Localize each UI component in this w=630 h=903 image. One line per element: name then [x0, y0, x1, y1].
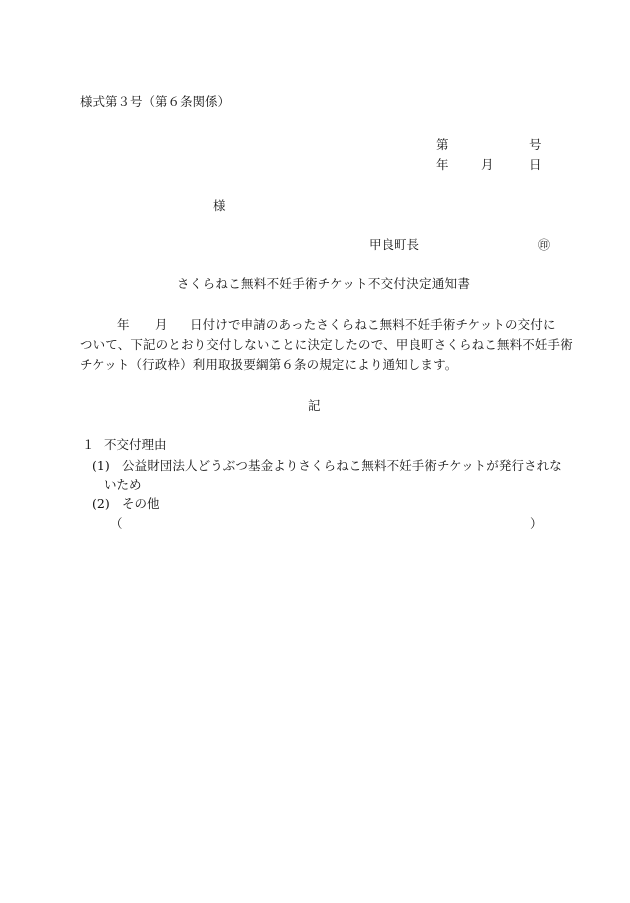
subitem-1-number: (1): [92, 458, 110, 473]
addressee-honorific: 様: [213, 198, 226, 213]
document-title: さくらねこ無料不妊手術チケット不交付決定通知書: [177, 276, 471, 291]
date-year-label: 年: [436, 157, 449, 172]
other-reason-open-paren: （: [110, 516, 123, 531]
body-year-label: 年: [117, 317, 130, 332]
item-1-number: １: [82, 437, 95, 452]
issuer-name: 甲良町長: [369, 237, 420, 252]
body-line-2: ついて、下記のとおり交付しないことに決定したので、甲良町さくらねこ無料不妊手術: [80, 337, 573, 352]
item-1-label: 不交付理由: [104, 437, 167, 452]
body-line-3: チケット（行政枠）利用取扱要綱第６条の規定により通知します。: [80, 357, 458, 372]
form-number: 様式第３号（第６条関係）: [80, 94, 231, 109]
subitem-2-number: (2): [92, 496, 110, 511]
ki-heading: 記: [308, 398, 321, 413]
body-month-label: 月: [155, 317, 168, 332]
subitem-1-text-line-2: いため: [104, 477, 142, 492]
document-number-suffix: 号: [529, 137, 542, 152]
date-day-label: 日: [529, 157, 542, 172]
document-number-prefix: 第: [436, 137, 449, 152]
seal-mark: ㊞: [538, 238, 551, 252]
body-line-1: 日付けで申請のあったさくらねこ無料不妊手術チケットの交付に: [190, 317, 556, 332]
other-reason-close-paren: ）: [530, 516, 543, 531]
date-month-label: 月: [481, 157, 494, 172]
subitem-2-label: その他: [122, 496, 160, 511]
subitem-1-text-line-1: 公益財団法人どうぶつ基金よりさくらねこ無料不妊手術チケットが発行されな: [122, 458, 562, 473]
